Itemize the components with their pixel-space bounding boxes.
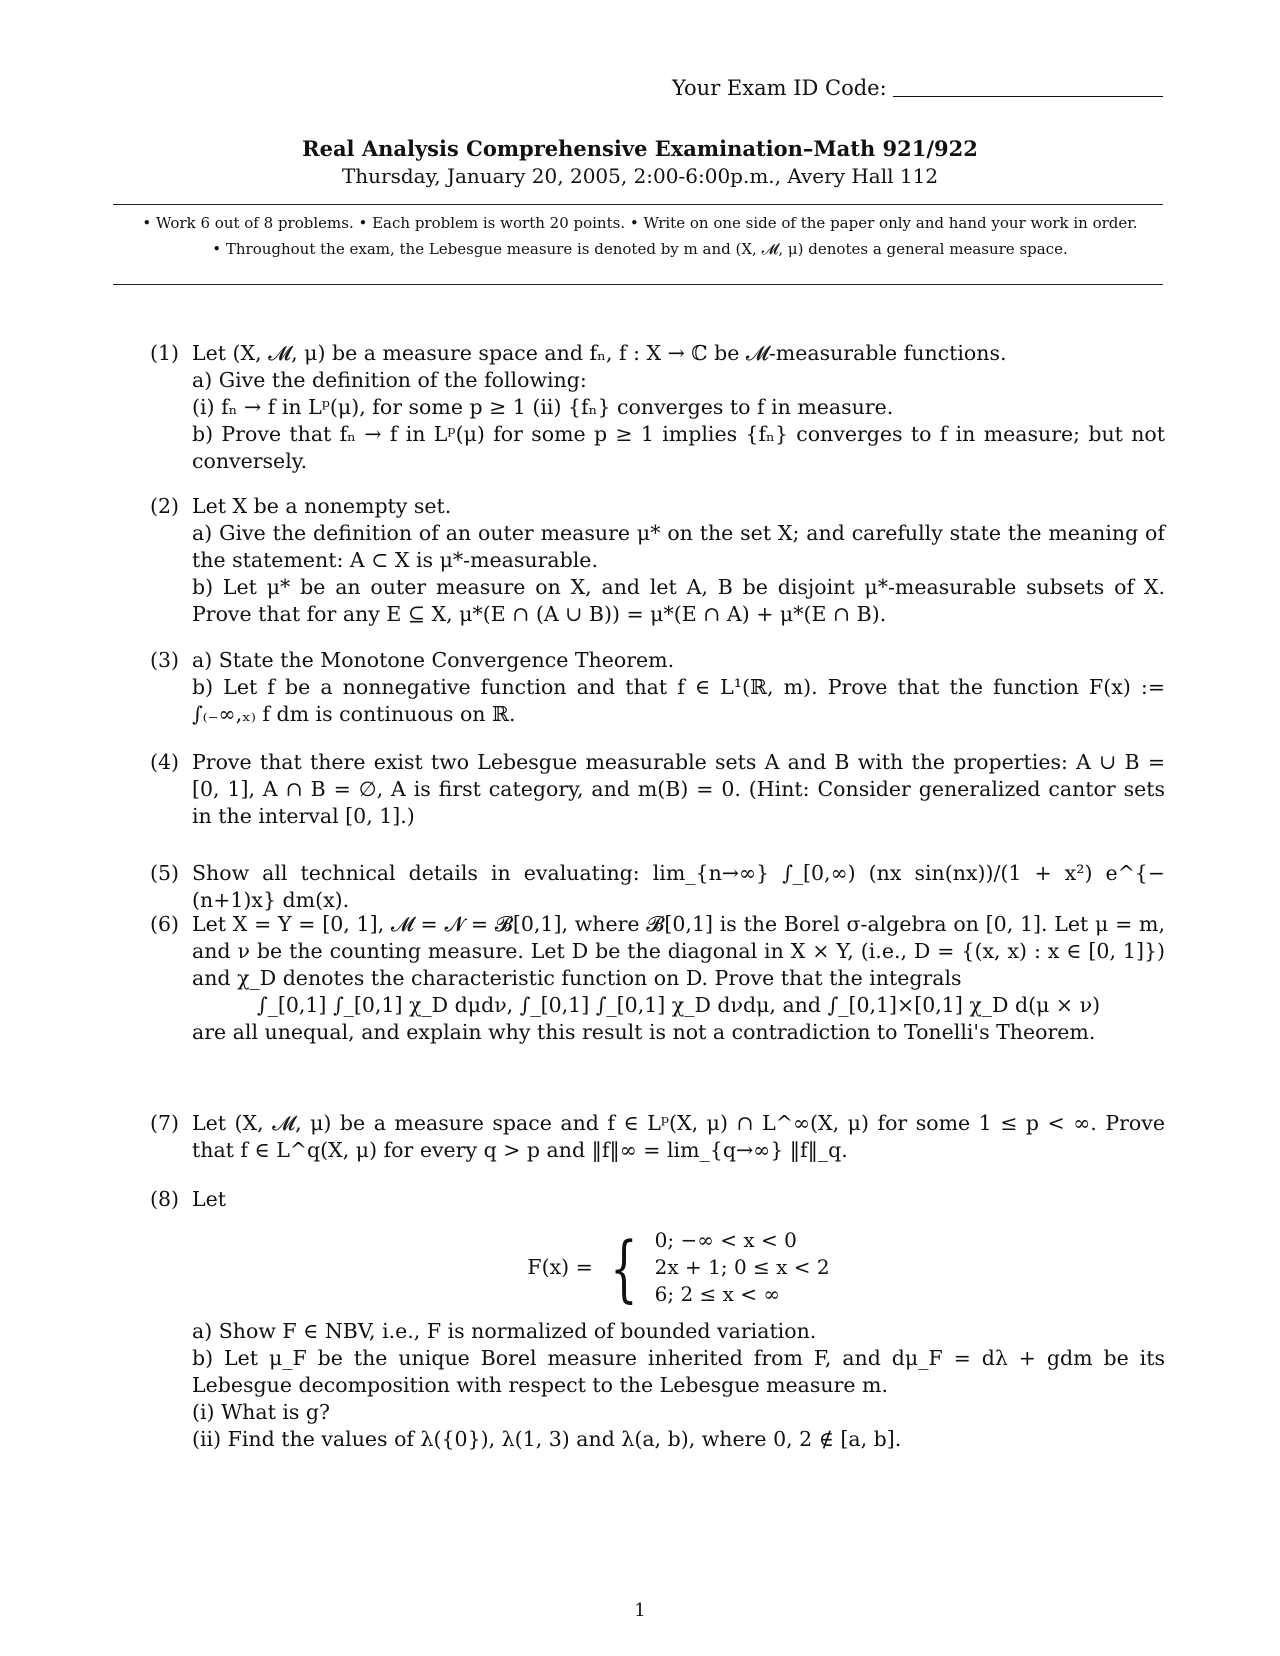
left-brace-icon: { bbox=[610, 1225, 638, 1310]
problem-line: a) Show F ∈ NBV, i.e., F is normalized of bounded variation. bbox=[192, 1319, 817, 1343]
problem-line: b) Let μ* be an outer measure on X, and let A, B be disjoint μ*-measurable subsets of X. Prove that for any E ⊆ X, μ*(E ∩ (A ∪ B)) = μ*(E ∩ A) + μ*(E ∩ B). bbox=[192, 575, 1165, 626]
problem-line: Let (X, 𝓜, μ) be a measure space and f ∈ Lᵖ(X, μ) ∩ L^∞(X, μ) for some 1 ≤ p < ∞. Prove that f ∈ L^q(X, μ) for every q > p and ‖f‖∞ = lim_{q→∞} ‖f‖_q. bbox=[192, 1111, 1165, 1162]
piecewise-lhs: F(x) = bbox=[527, 1255, 593, 1279]
problem-line: a) Give the definition of the following: bbox=[192, 368, 587, 392]
problem-line: Let bbox=[192, 1187, 226, 1211]
case-row: 0; −∞ < x < 0 bbox=[654, 1228, 797, 1252]
problem-line: Let (X, 𝓜, μ) be a measure space and fₙ, f : X → ℂ be 𝓜-measurable functions. bbox=[192, 341, 1007, 365]
exam-title: Real Analysis Comprehensive Examination–Math 921/922 bbox=[302, 136, 978, 161]
problem-line: Let X = Y = [0, 1], 𝓜 = 𝓝 = 𝓑[0,1], where 𝓑[0,1] is the Borel σ-algebra on [0, 1]. Let μ = m, and ν be the counting measure. Let D be the diagonal in X × Y, (i.e., D = {(x, x) : x ∈ [0, 1]}) and χ_D denotes the characteristic function on D. Prove that the integrals bbox=[192, 912, 1165, 990]
integral-expressions: ∫_[0,1] ∫_[0,1] χ_D dμdν, ∫_[0,1] ∫_[0,1] χ_D dνdμ, and ∫_[0,1]×[0,1] χ_D d(μ × ν) bbox=[256, 993, 1101, 1017]
bottom-rule bbox=[113, 284, 1163, 285]
problem-4 bbox=[150, 749, 1165, 830]
page-number: 1 bbox=[634, 1600, 646, 1621]
problem-1 bbox=[150, 340, 1165, 475]
problem-2 bbox=[150, 493, 1165, 628]
top-rule bbox=[113, 204, 1163, 205]
problem-number: (4) bbox=[150, 750, 180, 774]
problem-line: a) State the Monotone Convergence Theorem. bbox=[192, 648, 675, 672]
problem-line: b) Prove that fₙ → f in Lᵖ(μ) for some p ≥ 1 implies {fₙ} converges to f in measure; but not conversely. bbox=[192, 422, 1165, 473]
problem-line: b) Let μ_F be the unique Borel measure inherited from F, and dμ_F = dλ + gdm be its Lebesgue decomposition with respect to the Lebesgue measure m. bbox=[192, 1346, 1165, 1397]
problem-number: (6) bbox=[150, 912, 180, 936]
problem-line: (i) What is g? bbox=[192, 1400, 331, 1424]
case-row: 6; 2 ≤ x < ∞ bbox=[654, 1282, 781, 1306]
exam-subtitle: Thursday, January 20, 2005, 2:00-6:00p.m., Avery Hall 112 bbox=[341, 164, 939, 188]
problem-7 bbox=[150, 1110, 1165, 1164]
problem-8 bbox=[150, 1186, 1165, 1453]
exam-id-blank-line bbox=[893, 96, 1163, 97]
problem-line: Let X be a nonempty set. bbox=[192, 494, 452, 518]
instructions-line-2: • Throughout the exam, the Lebesgue measure is denoted by m and (X, 𝓜, μ) denotes a general measure space. bbox=[212, 240, 1068, 258]
problem-line: a) Give the definition of an outer measure μ* on the set X; and carefully state the meaning of the statement: A ⊂ X is μ*-measurable. bbox=[192, 521, 1165, 572]
problem-line: b) Let f be a nonnegative function and that f ∈ L¹(ℝ, m). Prove that the function F(x) := ∫₍₋∞,ₓ₎ f dm is continuous on ℝ. bbox=[192, 675, 1165, 726]
problem-number: (7) bbox=[150, 1111, 180, 1135]
problem-3 bbox=[150, 647, 1165, 728]
problem-number: (2) bbox=[150, 494, 180, 518]
problem-line: Show all technical details in evaluating: lim_{n→∞} ∫_[0,∞) (nx sin(nx))/(1 + x²) e^{−(n+1)x} dm(x). bbox=[192, 861, 1165, 912]
instructions-line-1: • Work 6 out of 8 problems. • Each problem is worth 20 points. • Write on one side of the paper only and hand your work in order. bbox=[142, 214, 1138, 232]
problem-line: are all unequal, and explain why this result is not a contradiction to Tonelli's Theorem. bbox=[192, 1020, 1096, 1044]
problem-number: (1) bbox=[150, 341, 180, 365]
case-row: 2x + 1; 0 ≤ x < 2 bbox=[654, 1255, 830, 1279]
piecewise-function bbox=[192, 1227, 1165, 1308]
problem-5 bbox=[150, 860, 1165, 914]
problem-number: (3) bbox=[150, 648, 180, 672]
problem-line: Prove that there exist two Lebesgue measurable sets A and B with the properties: A ∪ B = [0, 1], A ∩ B = ∅, A is first category, and m(B) = 0. (Hint: Consider generalized cantor sets in the interval [0, 1].) bbox=[192, 750, 1165, 828]
problem-number: (8) bbox=[150, 1187, 180, 1211]
problem-6 bbox=[150, 911, 1165, 1046]
exam-id-label: Your Exam ID Code: bbox=[672, 76, 887, 100]
problem-line: (i) fₙ → f in Lᵖ(μ), for some p ≥ 1 (ii) {fₙ} converges to f in measure. bbox=[192, 395, 894, 419]
problem-number: (5) bbox=[150, 861, 180, 885]
piecewise-cases bbox=[655, 1227, 830, 1308]
problem-line: (ii) Find the values of λ({0}), λ(1, 3) and λ(a, b), where 0, 2 ∉ [a, b]. bbox=[192, 1427, 902, 1451]
